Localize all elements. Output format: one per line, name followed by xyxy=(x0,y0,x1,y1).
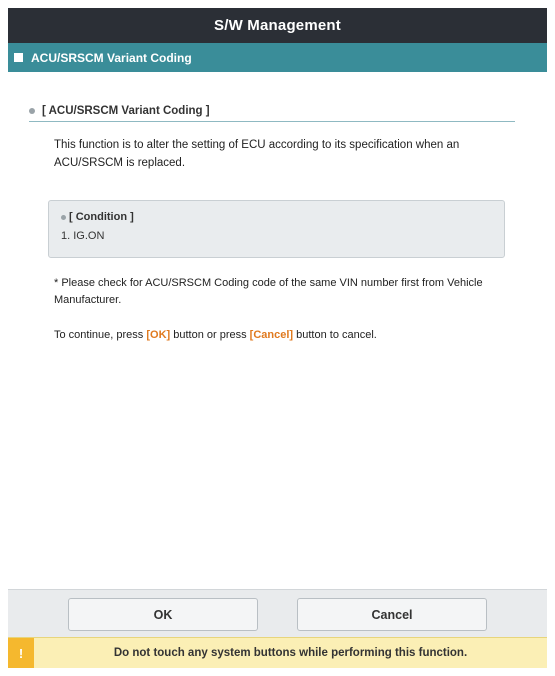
instruction-middle: button or press xyxy=(170,329,250,341)
condition-item: 1. IG.ON xyxy=(61,230,105,242)
instruction-suffix: button to cancel. xyxy=(293,329,377,341)
bullet-icon xyxy=(29,108,35,114)
condition-box xyxy=(48,200,505,258)
square-icon xyxy=(14,53,23,62)
continue-instruction xyxy=(54,327,524,344)
warning-icon: ! xyxy=(8,638,34,668)
bullet-icon xyxy=(61,215,66,220)
function-header xyxy=(8,43,547,72)
section-heading xyxy=(29,100,515,122)
function-description: This function is to alter the setting of ECU according to its specification when an ACU/SRSCM is replaced. xyxy=(54,139,460,169)
button-bar xyxy=(8,589,547,637)
instruction-prefix: To continue, press xyxy=(54,329,147,341)
condition-heading xyxy=(61,211,504,223)
warning-text: Do not touch any system buttons while performing this function. xyxy=(113,647,468,659)
warning-bar xyxy=(8,637,547,668)
function-header-label: ACU/SRSCM Variant Coding xyxy=(31,50,192,65)
vin-note: * Please check for ACU/SRSCM Coding code of the same VIN number first from Vehicle Manufacturer. xyxy=(54,277,483,306)
section-title: [ ACU/SRSCM Variant Coding ] xyxy=(42,104,210,117)
window-title: S/W Management xyxy=(8,8,547,43)
content-area xyxy=(8,72,547,598)
cancel-button[interactable]: Cancel xyxy=(297,598,487,631)
condition-title: [ Condition ] xyxy=(69,211,134,223)
dialog-frame xyxy=(8,8,547,668)
cancel-reference: [Cancel] xyxy=(249,329,294,341)
ok-reference: [OK] xyxy=(146,329,171,341)
ok-button[interactable]: OK xyxy=(68,598,258,631)
